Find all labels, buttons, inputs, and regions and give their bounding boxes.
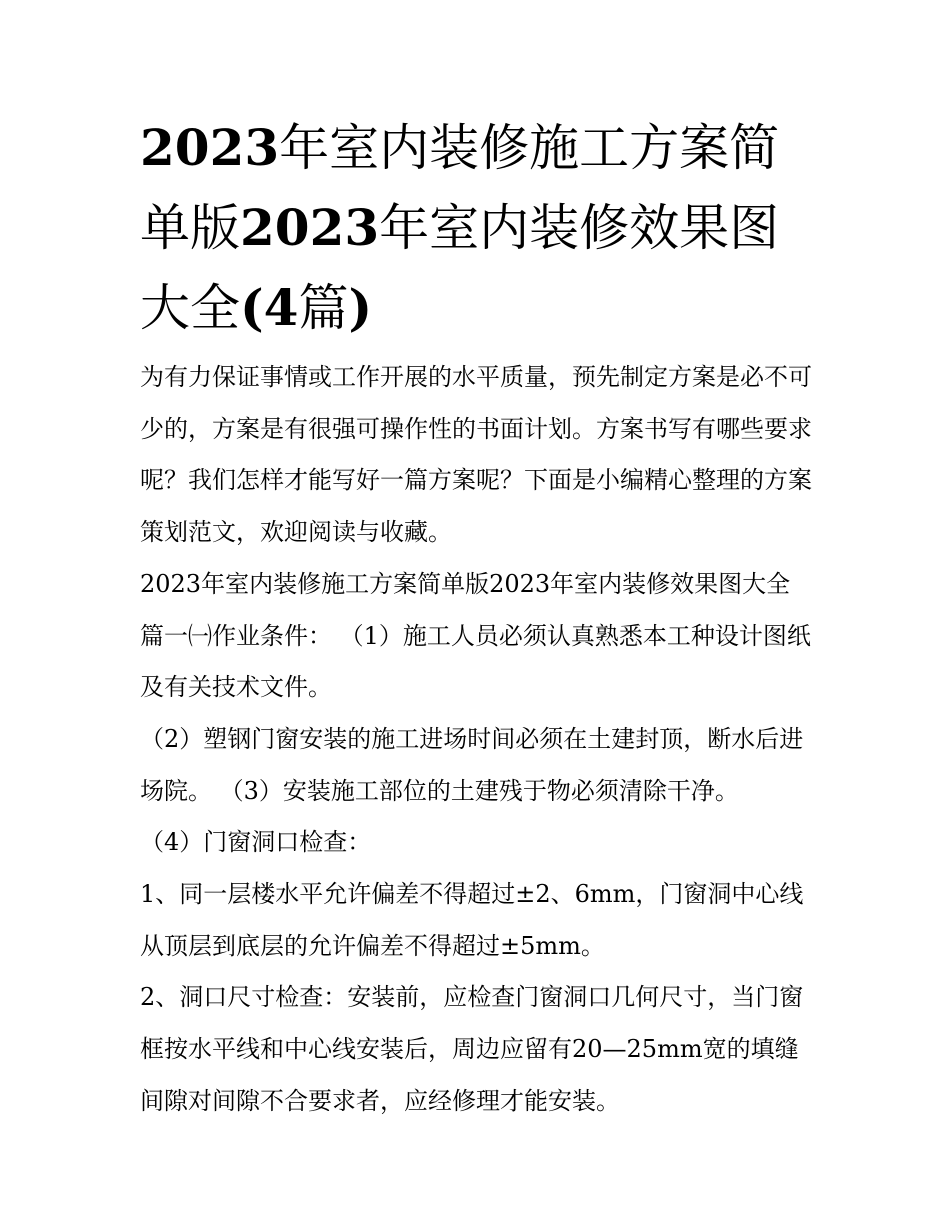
paragraph-check-2: 2、洞口尺寸检查：安装前，应检查门窗洞口几何尺寸，当门窗框按水平线和中心线安装后，周边应留有20—25mm宽的填缝间隙对间隙不合要求者，应经修理才能安装。 [140,983,804,1115]
document-body [140,352,820,1128]
paragraph-item-4: （4）门窗洞口检查： [140,828,372,857]
title-bold-run: 2023 [240,198,380,257]
title-bold-run: 2023 [140,118,280,177]
title-bold-run: ) [348,278,373,337]
paragraph-check-1: 1、同一层楼水平允许偏差不得超过±2、6mm，门窗洞中心线从顶层到底层的允许偏差不得超过±5mm。 [140,880,804,960]
paragraph-intro: 为有力保证事情或工作开展的水平质量，预先制定方案是必不可少的，方案是有很强可操作性的书面计划。方案书写有哪些要求呢？我们怎样才能写好一篇方案呢？下面是小编精心整理的方案策划范文，欢迎阅读与收藏。 [140,363,812,547]
paragraph-item-2-3: （2）塑钢门窗安装的施工进场时间必须在土建封顶，断水后进场院。 （3）安装施工部位的土建残于物必须清除干净。 [140,724,804,805]
paragraph-work-conditions: 篇一㈠作业条件： （1）施工人员必须认真熟悉本工种设计图纸及有关技术文件。 [140,621,811,702]
document-title: 2023年室内装修施工方案简单版2023年室内装修效果图大全(4篇) [140,118,780,337]
title-bold-run: (4 [240,278,299,337]
paragraph-heading-line: 2023年室内装修施工方案简单版2023年室内装修效果图大全 [140,569,791,598]
